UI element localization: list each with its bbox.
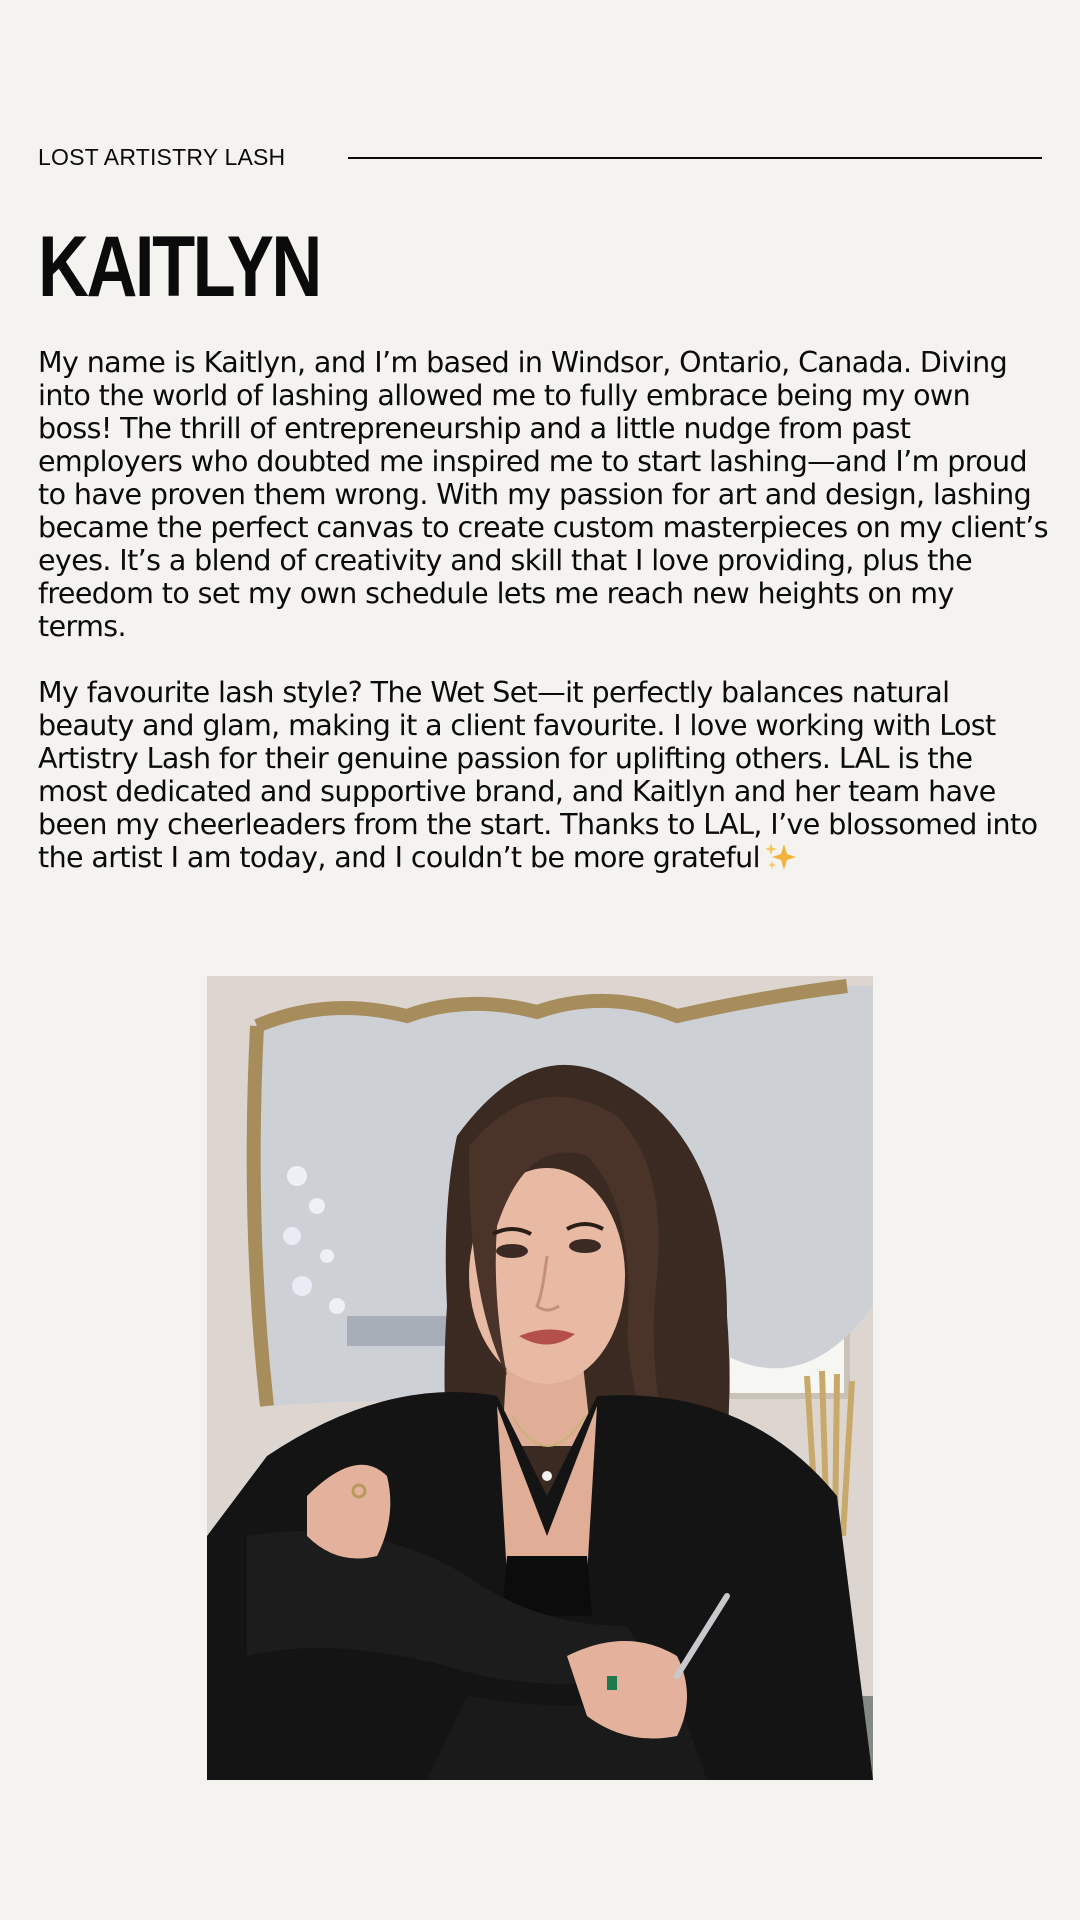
bio-text (38, 346, 1048, 907)
page-title: KAITLYN (38, 219, 320, 315)
portrait-illustration (207, 976, 873, 1780)
bio-paragraph-1-text: My name is Kaitlyn, and I’m based in Windsor, Ontario, Canada. Diving into the world of lashing allowed me to fully embrace being my own boss! The thrill of entrepreneurship and a little nudge from past employers who doubted me inspired me to start lashing—and I’m proud to have proven them wrong. With my passion for art and design, lashing became the perfect canvas to create custom masterpieces on my client’s eyes. It’s a blend of creativity and skill that I love providing, plus the freedom to set my own schedule lets me reach new heights on my terms. (38, 346, 1048, 643)
header-divider (348, 157, 1042, 159)
portrait-photo (207, 976, 873, 1780)
bio-paragraph-1 (38, 346, 1048, 643)
sparkles-icon (764, 841, 798, 871)
brand-name: LOST ARTISTRY LASH (38, 144, 286, 170)
bio-paragraph-2-text: My favourite lash style? The Wet Set—it perfectly balances natural beauty and glam, making it a client favourite. I love working with Lost Artistry Lash for their genuine passion for uplifting others. LAL is the most dedicated and supportive brand, and Kaitlyn and her team have been my cheerleaders from the start. Thanks to LAL, I’ve blossomed into the artist I am today, and I couldn’t be more grateful (38, 676, 1038, 874)
brand-header (38, 142, 1042, 172)
bio-paragraph-2 (38, 676, 1048, 874)
